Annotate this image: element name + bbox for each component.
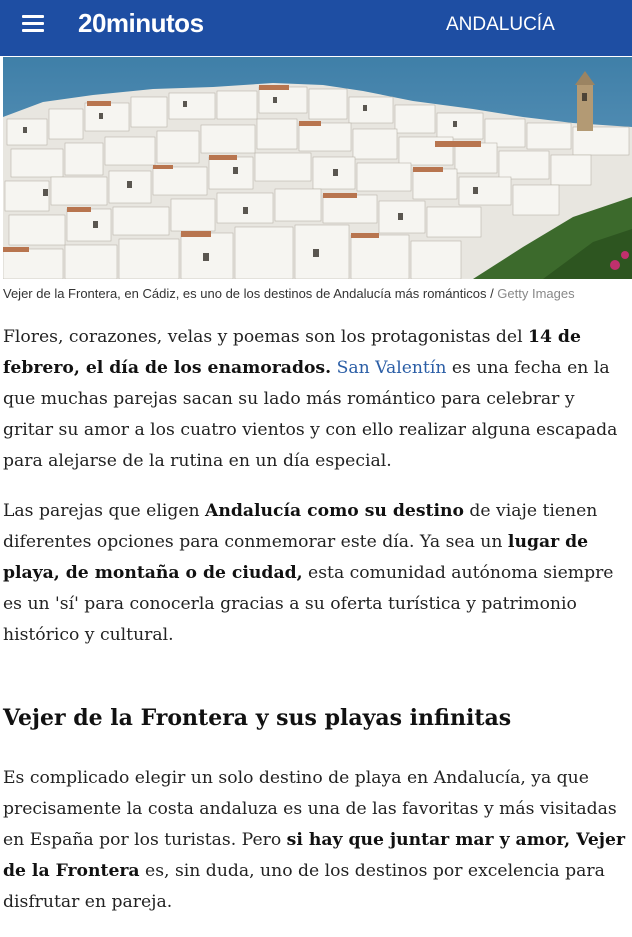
caption-text: Vejer de la Frontera, en Cádiz, es uno de los destinos de Andalucía más románticos: [3, 286, 487, 301]
article-paragraph-3: [3, 763, 628, 918]
article-paragraph-1: [3, 322, 628, 477]
hamburger-menu-icon[interactable]: [22, 15, 44, 33]
section-heading: Vejer de la Frontera y sus playas infinitas: [3, 705, 512, 731]
paragraph-text: es, sin duda, uno de los destinos por excelencia para disfrutar en pareja.: [3, 861, 605, 912]
paragraph-bold-text: lugar de playa, de montaña o de ciudad,: [3, 532, 589, 583]
paragraph-text: de viaje tienen diferentes opciones para conmemorar este día. Ya sea un: [3, 501, 598, 552]
site-logo[interactable]: 20minutos: [78, 8, 204, 38]
top-navigation-bar: [0, 0, 632, 56]
article-hero-image: [3, 57, 632, 279]
paragraph-bold-text: 14 de febrero, el día de los enamorados.: [3, 327, 581, 378]
paragraph-bold-text: Andalucía como su destino: [205, 501, 464, 521]
paragraph-text: Es complicado elegir un solo destino de playa en Andalucía, ya que precisamente la costa andaluza es una de las favoritas y más visitadas en España por los turistas. Pero: [3, 768, 617, 850]
section-link-andalucia[interactable]: ANDALUCÍA: [446, 14, 555, 35]
paragraph-text: Flores, corazones, velas y poemas son los protagonistas del: [3, 327, 529, 347]
paragraph-text: es una fecha en la que muchas parejas sacan su lado más romántico para celebrar y gritar su amor a los cuatro vientos y con ello realizar alguna escapada para alejarse de la rutina en un día especial.: [3, 358, 618, 471]
photo-credit: Getty Images: [497, 286, 575, 301]
paragraph-text: Las parejas que eligen: [3, 501, 206, 521]
whitewashed-town-image: [3, 57, 632, 279]
article-body: [3, 322, 628, 937]
paragraph-bold-text: si hay que juntar mar y amor, Vejer de la Frontera: [3, 830, 626, 881]
image-caption: [3, 286, 628, 301]
article-paragraph-2: [3, 496, 628, 651]
san-valentin-link[interactable]: San Valentín: [336, 358, 447, 378]
paragraph-text: esta comunidad autónoma siempre es un 'sí' para conocerla gracias a su oferta turística y patrimonio histórico y cultural.: [3, 563, 614, 645]
caption-separator: /: [486, 286, 498, 301]
